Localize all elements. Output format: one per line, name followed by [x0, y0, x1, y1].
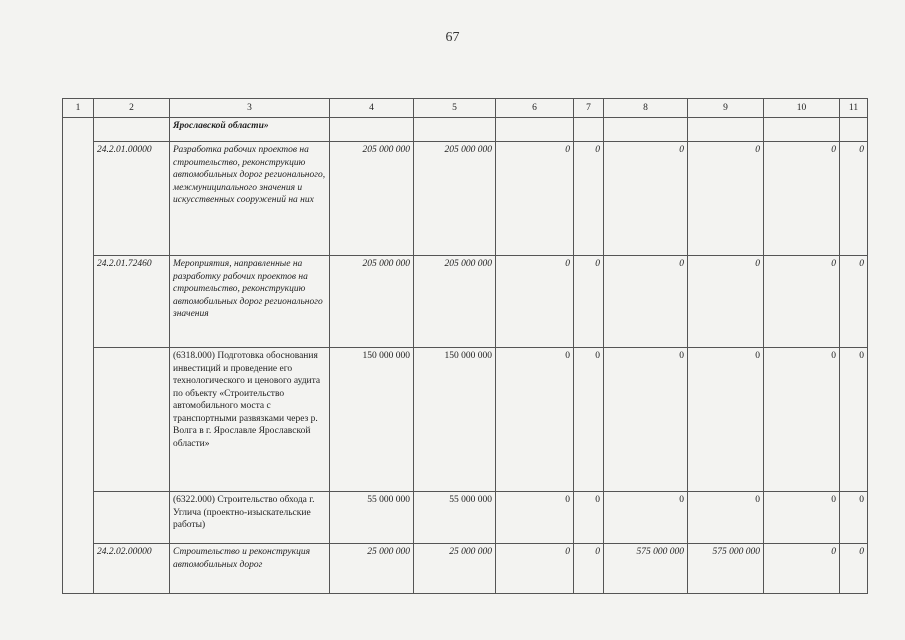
cell-col11: 0	[840, 492, 868, 544]
page-number: 67	[445, 30, 460, 45]
cell-col8	[604, 118, 688, 142]
cell-col5: 205 000 000	[414, 142, 496, 256]
cell-col8: 575 000 000	[604, 544, 688, 594]
cell-col10: 0	[764, 348, 840, 492]
cell-name: Мероприятия, направленные на разработку рабочих проектов на строительство, реконструкцию автомобильных дорог регионального значения	[170, 256, 330, 348]
cell-col5: 205 000 000	[414, 256, 496, 348]
column-header: 8	[604, 99, 688, 118]
cell-col10: 0	[764, 492, 840, 544]
cell-col5: 150 000 000	[414, 348, 496, 492]
cell-col4: 150 000 000	[330, 348, 414, 492]
cell-col9: 575 000 000	[688, 544, 764, 594]
cell-col6: 0	[496, 492, 574, 544]
cell-col7: 0	[574, 544, 604, 594]
table-cell-blank	[63, 118, 94, 594]
cell-col4: 55 000 000	[330, 492, 414, 544]
cell-col7: 0	[574, 492, 604, 544]
column-header: 5	[414, 99, 496, 118]
cell-col6	[496, 118, 574, 142]
cell-col10: 0	[764, 256, 840, 348]
cell-col11: 0	[840, 256, 868, 348]
cell-col9: 0	[688, 348, 764, 492]
cell-col8: 0	[604, 492, 688, 544]
cell-code: 24.2.02.00000	[94, 544, 170, 594]
cell-col7: 0	[574, 256, 604, 348]
cell-col4: 205 000 000	[330, 142, 414, 256]
cell-col6: 0	[496, 348, 574, 492]
cell-code	[94, 348, 170, 492]
table-row	[63, 492, 868, 544]
cell-col7: 0	[574, 348, 604, 492]
cell-col5: 25 000 000	[414, 544, 496, 594]
cell-code	[94, 492, 170, 544]
table-row	[63, 118, 868, 142]
table-row	[63, 256, 868, 348]
cell-col8: 0	[604, 348, 688, 492]
cell-name: (6318.000) Подготовка обоснования инвестиций и проведение его технологического и ценового аудита по объекту «Строительство автомобильного моста с транспортными развязками через р. Волга в г. Ярославле Ярославской области»	[170, 348, 330, 492]
cell-col5: 55 000 000	[414, 492, 496, 544]
cell-col11: 0	[840, 544, 868, 594]
cell-col6: 0	[496, 256, 574, 348]
table-row	[63, 544, 868, 594]
cell-col4	[330, 118, 414, 142]
cell-col9: 0	[688, 492, 764, 544]
table-header-row	[63, 99, 868, 118]
cell-name: Разработка рабочих проектов на строительство, реконструкцию автомобильных дорог регионального, межмуниципального значения и искусственных сооружений на них	[170, 142, 330, 256]
budget-table	[62, 98, 868, 594]
cell-name: Ярославской области»	[170, 118, 330, 142]
cell-col5	[414, 118, 496, 142]
cell-name: (6322.000) Строительство обхода г. Углича (проектно-изыскательские работы)	[170, 492, 330, 544]
table-row	[63, 348, 868, 492]
cell-col6: 0	[496, 544, 574, 594]
cell-col7: 0	[574, 142, 604, 256]
column-header: 10	[764, 99, 840, 118]
cell-col10: 0	[764, 142, 840, 256]
column-header: 9	[688, 99, 764, 118]
column-header: 7	[574, 99, 604, 118]
cell-col6: 0	[496, 142, 574, 256]
column-header: 4	[330, 99, 414, 118]
cell-col9	[688, 118, 764, 142]
column-header: 11	[840, 99, 868, 118]
cell-col9: 0	[688, 256, 764, 348]
cell-col10: 0	[764, 544, 840, 594]
cell-col11: 0	[840, 142, 868, 256]
cell-code: 24.2.01.72460	[94, 256, 170, 348]
cell-col10	[764, 118, 840, 142]
cell-col4: 25 000 000	[330, 544, 414, 594]
cell-col4: 205 000 000	[330, 256, 414, 348]
cell-col8: 0	[604, 142, 688, 256]
cell-code	[94, 118, 170, 142]
cell-col11	[840, 118, 868, 142]
table-row	[63, 142, 868, 256]
cell-col9: 0	[688, 142, 764, 256]
cell-col8: 0	[604, 256, 688, 348]
cell-col11: 0	[840, 348, 868, 492]
column-header: 2	[94, 99, 170, 118]
column-header: 6	[496, 99, 574, 118]
cell-col7	[574, 118, 604, 142]
cell-code: 24.2.01.00000	[94, 142, 170, 256]
column-header: 3	[170, 99, 330, 118]
column-header: 1	[63, 99, 94, 118]
cell-name: Строительство и реконструкция автомобильных дорог	[170, 544, 330, 594]
